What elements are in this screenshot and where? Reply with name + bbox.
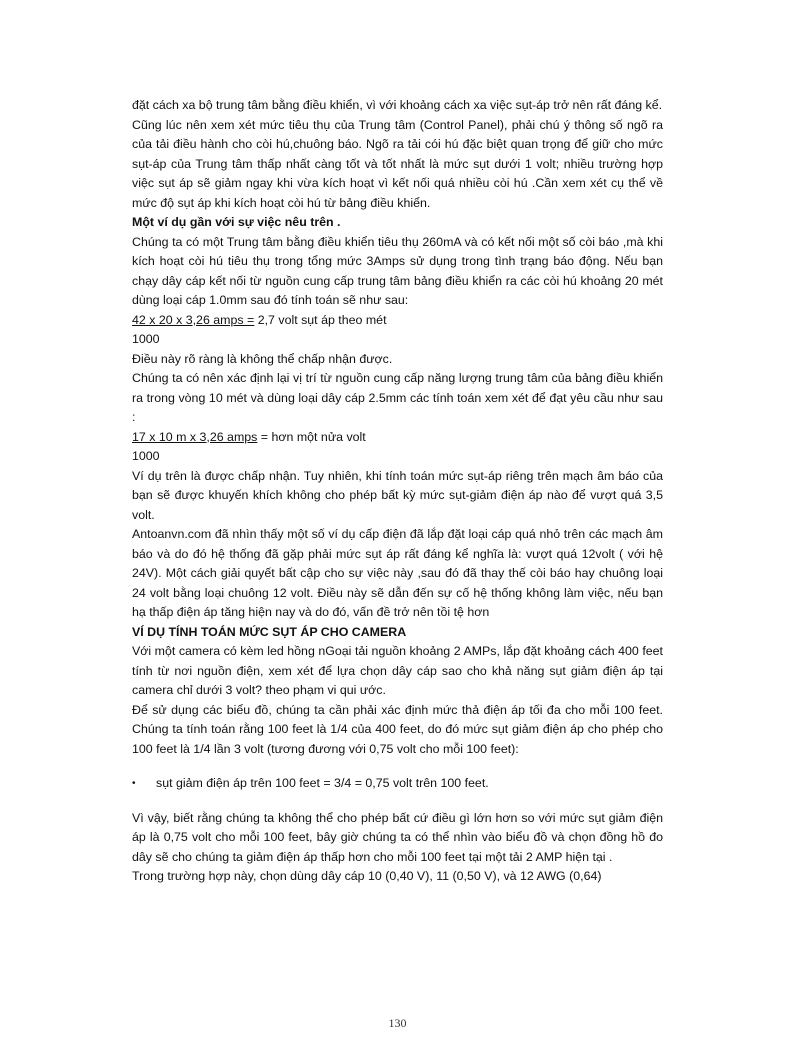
page-number: 130 xyxy=(388,1016,407,1030)
formula-2-result: = hơn một nửa volt xyxy=(257,429,366,444)
formula-1-underlined: 42 x 20 x 3,26 amps = xyxy=(132,312,255,327)
bullet-text: sụt giảm điện áp trên 100 feet = 3/4 = 0,75 volt trên 100 feet. xyxy=(156,776,489,790)
formula-2-underlined: 17 x 10 m x 3,26 amps xyxy=(132,429,258,444)
bullet-dot-icon: • xyxy=(132,778,136,789)
paragraph: Cũng lúc nên xem xét mức tiêu thụ của Trung tâm (Control Panel), phải chú ý thông số ngõ ra của tải điều hành cho còi hú,chuông báo. Ngõ ra tải cói hú đặc biệt quan trọng để giữ cho mức sụt-áp của Trung tâm thấp nhất càng tốt và tốt nhất là mức sụt dưới 1 volt; nhiều trường hợp việc sụt áp sẽ giảm ngay khi vừa kích hoạt vì kết nối quá nhiều còi hú .Cần xem xét cụ thể về mức độ sụt áp khi kích hoạt còi hú từ bảng điều khiển. xyxy=(132,117,663,210)
bullet-item xyxy=(132,774,663,794)
formula-2-denominator: 1000 xyxy=(132,449,160,463)
formula-2-numerator xyxy=(132,428,663,448)
paragraph: Vì vậy, biết rằng chúng ta không thể cho phép bất cứ điều gì lớn hơn so với mức sụt giảm điện áp là 0,75 volt cho mỗi 100 feet, bây giờ chúng ta có thể nhìn vào biểu đồ và chọn đồng hồ đo dây sẽ cho chúng ta giảm điện áp thấp hơn cho mỗi 100 feet tại một tải 2 AMP hiện tại . xyxy=(132,810,663,864)
paragraph: Trong trường hợp này, chọn dùng dây cáp 10 (0,40 V), 11 (0,50 V), và 12 AWG (0,64) xyxy=(132,869,602,883)
paragraph: Antoanvn.com đã nhìn thấy một số ví dụ cấp điện đã lắp đặt loại cáp quá nhỏ trên các mạch âm báo và do đó hệ thống đã gặp phải mức sụt áp rất đáng kể nghĩa là: vượt quá 12volt ( với hệ 24V). Một cách giải quyết bất cập cho sự việc này ,sau đó đã thay thế còi báo hay chuông loại 24 volt bằng loại chuông 12 volt. Điều này sẽ dẫn đến sự cố hệ thống không làm việc, nếu bạn hạ thấp điện áp tăng hiện nay và do đó, vấn đề trở nên tồi tệ hơn xyxy=(132,527,663,619)
paragraph: Chúng ta có một Trung tâm bằng điều khiển tiêu thụ 260mA và có kết nối một số còi báo ,mà khi kích hoạt còi hú tiêu thụ trong tổng mức 3Amps sử dụng trong tình trạng báo động. Nếu bạn chạy dây cáp kết nối từ nguồn cung cấp trung tâm bảng điều khiển ra các còi hú khoảng 20 mét dùng loại cáp 1.0mm sau đó tính toán sẽ như sau: xyxy=(132,234,663,307)
page-body xyxy=(132,96,663,887)
paragraph: Điều này rõ ràng là không thể chấp nhận được. xyxy=(132,351,393,366)
paragraph: Chúng ta có nên xác định lại vị trí từ nguồn cung cấp năng lượng trung tâm của bảng điều khiển ra trong vòng 10 mét và dùng loại dây cáp 2.5mm các tính toán xem xét để đạt yêu cầu như sau : xyxy=(132,371,663,424)
paragraph: Với một camera có kèm led hồng nGoại tải nguồn khoảng 2 AMPs, lắp đặt khoảng cách 400 feet tính từ nơi nguồn điện, xem xét để lựa chọn dây cáp sao cho khả năng sụt giảm điện áp tại camera chỉ dưới 3 volt? theo phạm vi qui ước. xyxy=(132,644,663,697)
paragraph: đặt cách xa bộ trung tâm bằng điều khiển, vì với khoảng cách xa việc sụt-áp trở nên rất đáng kể. xyxy=(132,98,663,112)
paragraph: Để sử dụng các biểu đồ, chúng ta cần phải xác định mức thả điện áp tối đa cho mỗi 100 feet. Chúng ta tính toán rằng 100 feet là 1/4 của 400 feet, do đó mức sụt giảm điện áp cho phép cho 100 feet là 1/4 lần 3 volt (tương đương với 0,75 volt cho mỗi 100 feet): xyxy=(132,702,663,756)
example-heading: Một ví dụ gần với sự việc nêu trên . xyxy=(132,215,341,229)
formula-1-denominator: 1000 xyxy=(132,332,160,346)
formula-1-numerator xyxy=(132,311,663,331)
paragraph: Ví dụ trên là được chấp nhận. Tuy nhiên, khi tính toán mức sụt-áp riêng trên mạch âm báo của bạn sẽ được khuyến khích không cho phép bất kỳ mức sụt-giảm điện áp nào để vượt quá 3,5 volt. xyxy=(132,468,663,522)
section-heading: VÍ DỤ TÍNH TOÁN MỨC SỤT ÁP CHO CAMERA xyxy=(132,624,407,639)
formula-1-result: 2,7 volt sụt áp theo mét xyxy=(254,312,387,327)
